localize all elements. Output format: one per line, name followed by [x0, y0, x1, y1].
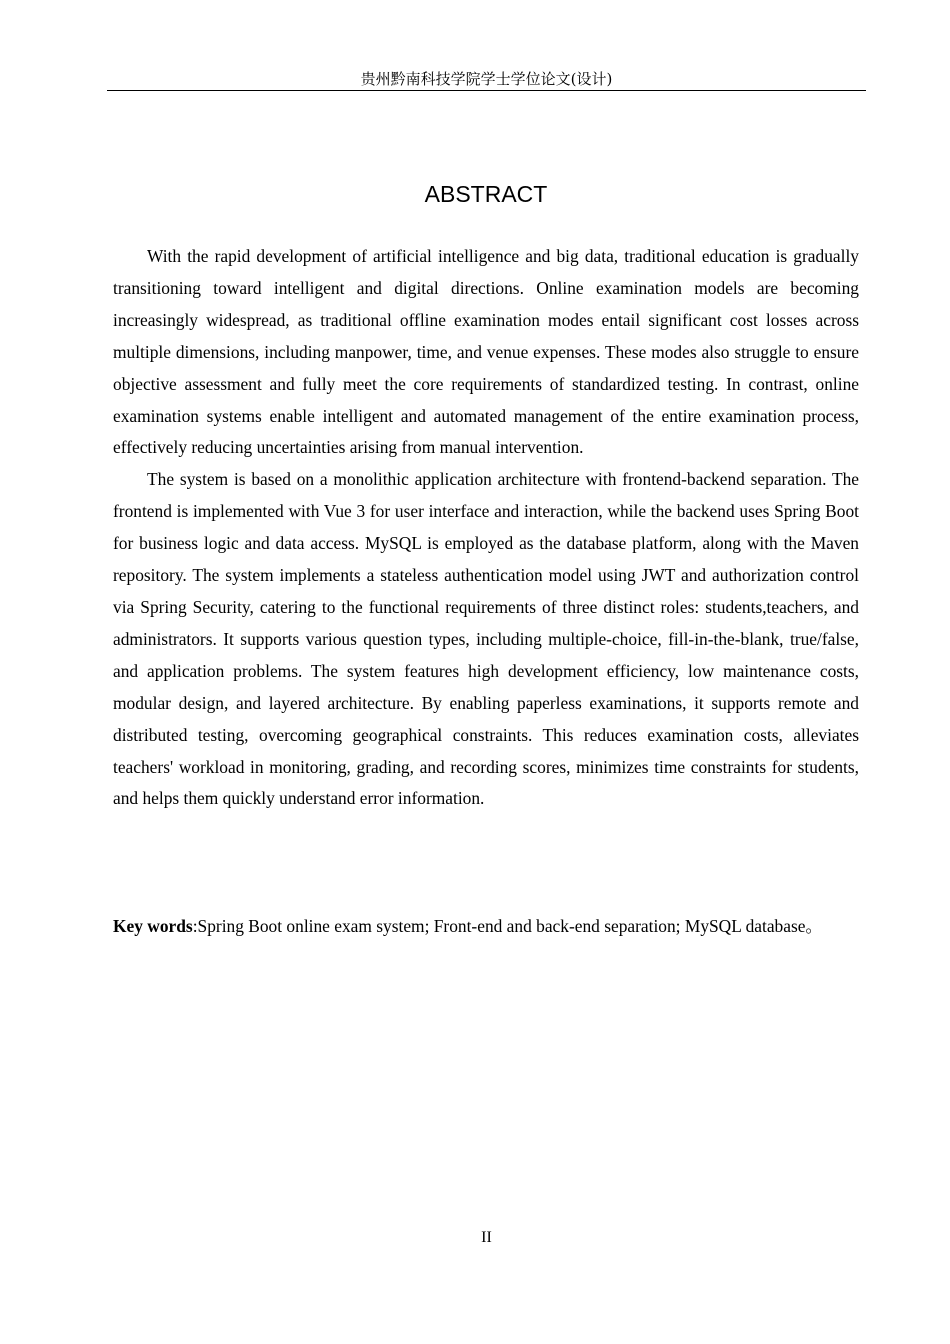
page-number: II: [481, 1229, 492, 1246]
abstract-body: [113, 241, 859, 815]
keywords-label: Key words: [113, 916, 193, 936]
running-header-title: 贵州黔南科技学院学士学位论文(设计): [360, 70, 613, 88]
abstract-paragraph-1: With the rapid development of artificial intelligence and big data, traditional education is gradually transitioning toward intelligent and digital directions. Online examination models are becoming increasingly widespread, as traditional offline examination modes entail significant cost losses across multiple dimensions, including manpower, time, and venue expenses. These modes also struggle to ensure objective assessment and fully meet the core requirements of standardized testing. In contrast, online examination systems enable intelligent and automated management of the entire examination process, effectively reducing uncertainties arising from manual intervention.: [113, 246, 859, 458]
running-header: [107, 68, 866, 91]
keywords-line: [113, 911, 859, 943]
abstract-paragraph-2: The system is based on a monolithic application architecture with frontend-backend separation. The frontend is implemented with Vue 3 for user interface and interaction, while the backend uses Spring Boot for business logic and data access. MySQL is employed as the database platform, along with the Maven repository. The system implements a stateless authentication model using JWT and authorization control via Spring Security, catering to the functional requirements of three distinct roles: students,teachers, and administrators. It supports various question types, including multiple-choice, fill-in-the-blank, true/false, and application problems. The system features high development efficiency, low maintenance costs, modular design, and layered architecture. By enabling paperless examinations, it supports remote and distributed testing, overcoming geographical constraints. This reduces examination costs, alleviates teachers' workload in monitoring, grading, and recording scores, minimizes time constraints for students, and helps them quickly understand error information.: [113, 469, 859, 809]
keywords-text: :Spring Boot online exam system; Front-end and back-end separation; MySQL database。: [192, 916, 823, 936]
abstract-title: ABSTRACT: [424, 181, 548, 207]
